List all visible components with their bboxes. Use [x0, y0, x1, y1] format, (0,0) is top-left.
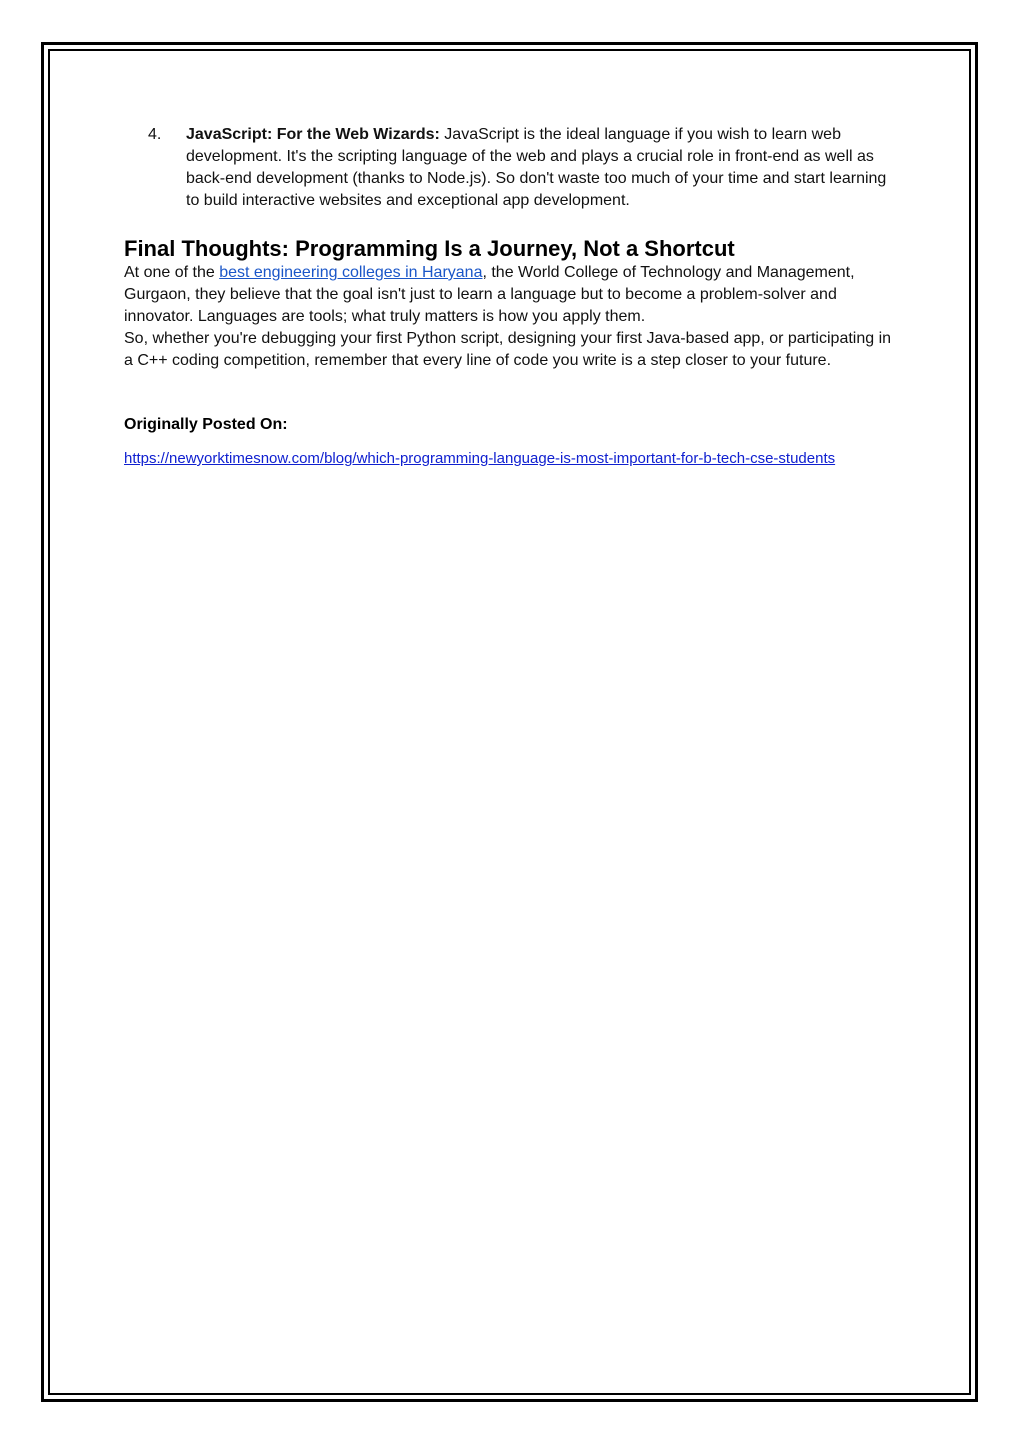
- paragraph-college: [124, 262, 894, 328]
- originally-posted-label: Originally Posted On:: [124, 416, 288, 433]
- list-item-javascript: [148, 124, 904, 212]
- paragraph-college-suffix: , the World College of Technology and Management, Gurgaon, they believe that the goal isn't just to learn a language but to become a problem-solver and innovator. Languages are tools; what truly matters is how you apply them.: [124, 264, 855, 325]
- document-content: [124, 124, 904, 469]
- paragraph-closing: So, whether you're debugging your first Python script, designing your first Java-based app, or participating in a C++ coding competition, remember that every line of code you write is a step closer to your future.: [124, 330, 892, 369]
- paragraph-college-prefix: At one of the: [124, 264, 220, 281]
- section-heading: Final Thoughts: Programming Is a Journey, Not a Shortcut: [124, 236, 735, 261]
- list-body: [186, 124, 904, 212]
- list-number: 4.: [148, 126, 162, 143]
- source-url-link[interactable]: https://newyorktimesnow.com/blog/which-programming-language-is-most-important-for-b-tech-cse-students: [124, 450, 836, 467]
- list-item-title: JavaScript: For the Web Wizards:: [186, 126, 440, 143]
- source-url-container: [124, 448, 894, 469]
- colleges-link[interactable]: best engineering colleges in Haryana: [219, 264, 483, 281]
- list-item-text: JavaScript is the ideal language if you wish to learn web development. It's the scripting language of the web and plays a crucial role in front-end as well as back-end development (thanks to Node.js). So don't waste too much of your time and start learning to build interactive websites and exceptional app development.: [186, 126, 887, 209]
